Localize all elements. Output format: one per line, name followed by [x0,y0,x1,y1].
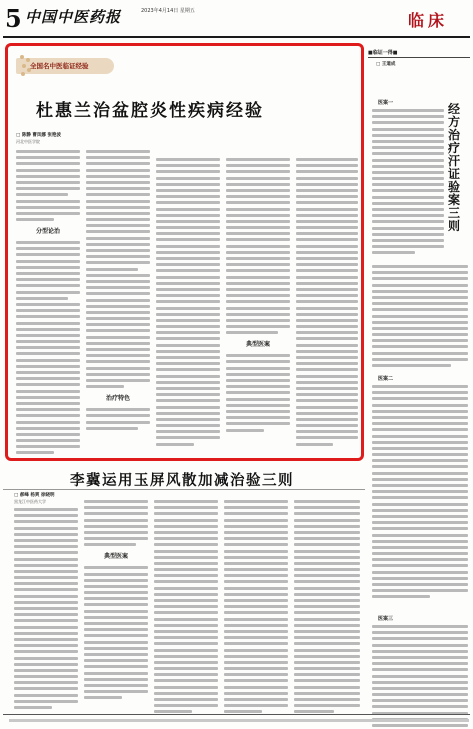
article2-column-5 [294,500,360,717]
sidebar-case-1-continued [372,265,468,370]
article2-byline: □ 郝峰 杨爽 徐晓明 [14,493,55,498]
issue-info: 2023年4月14日 星期五 [141,8,195,14]
section-name: 临床 [407,11,448,30]
feature-column-5 [296,158,358,449]
article2-column-4 [224,500,288,717]
article2-headline[interactable]: 李冀运用玉屏风散加减治验三则 [70,472,294,489]
article2-column-1 [14,508,78,712]
subhead-classification: 分型论治 [35,228,60,236]
sidebar-case-3-label: 医案三 [378,616,394,622]
subhead-case-study: 典型医案 [245,341,270,349]
feature-column-3 [156,158,220,449]
article2-column-2 [84,500,148,702]
column-tag [16,54,114,78]
feature-column-1 [16,150,80,458]
sidebar-column [368,43,470,648]
sidebar-case-2-label: 医案二 [378,376,394,382]
sidebar-case-1-text [372,109,444,258]
page-footer [3,714,470,726]
feature-article-frame[interactable] [5,43,364,461]
article2-affiliation: 黑龙江中医药大学 [14,499,46,504]
subhead-treatment-features: 治疗特色 [105,395,130,403]
feature-column-2 [86,150,150,433]
article2-column-3 [154,500,218,717]
footer-imprint [9,719,469,722]
masthead [3,2,470,38]
page-number: 5 [5,4,22,33]
sidebar-rule [368,57,470,58]
sidebar-case-2-text [372,385,468,602]
feature-affiliation: 河北中医学院 [16,139,40,144]
paper-name: 中国中医药报 [25,8,122,26]
feature-headline[interactable]: 杜惠兰治盆腔炎性疾病经验 [36,101,264,121]
feature-column-4 [226,158,290,435]
sidebar-case-1-label: 医案一 [378,100,394,106]
column-tag-label: 全国名中医临证经验 [30,62,89,70]
sidebar-author: □ 王道成 [376,62,396,67]
article2-subhead-case-study: 典型医案 [103,553,128,561]
sidebar-vertical-headline[interactable]: 经方治疗汗证验案三则 [448,102,461,233]
feature-byline: □ 陈静 曹凤娜 张艳波 [16,133,61,138]
sidebar-column-title: ■临证一得■ [368,50,398,56]
article2-rule [3,489,365,490]
